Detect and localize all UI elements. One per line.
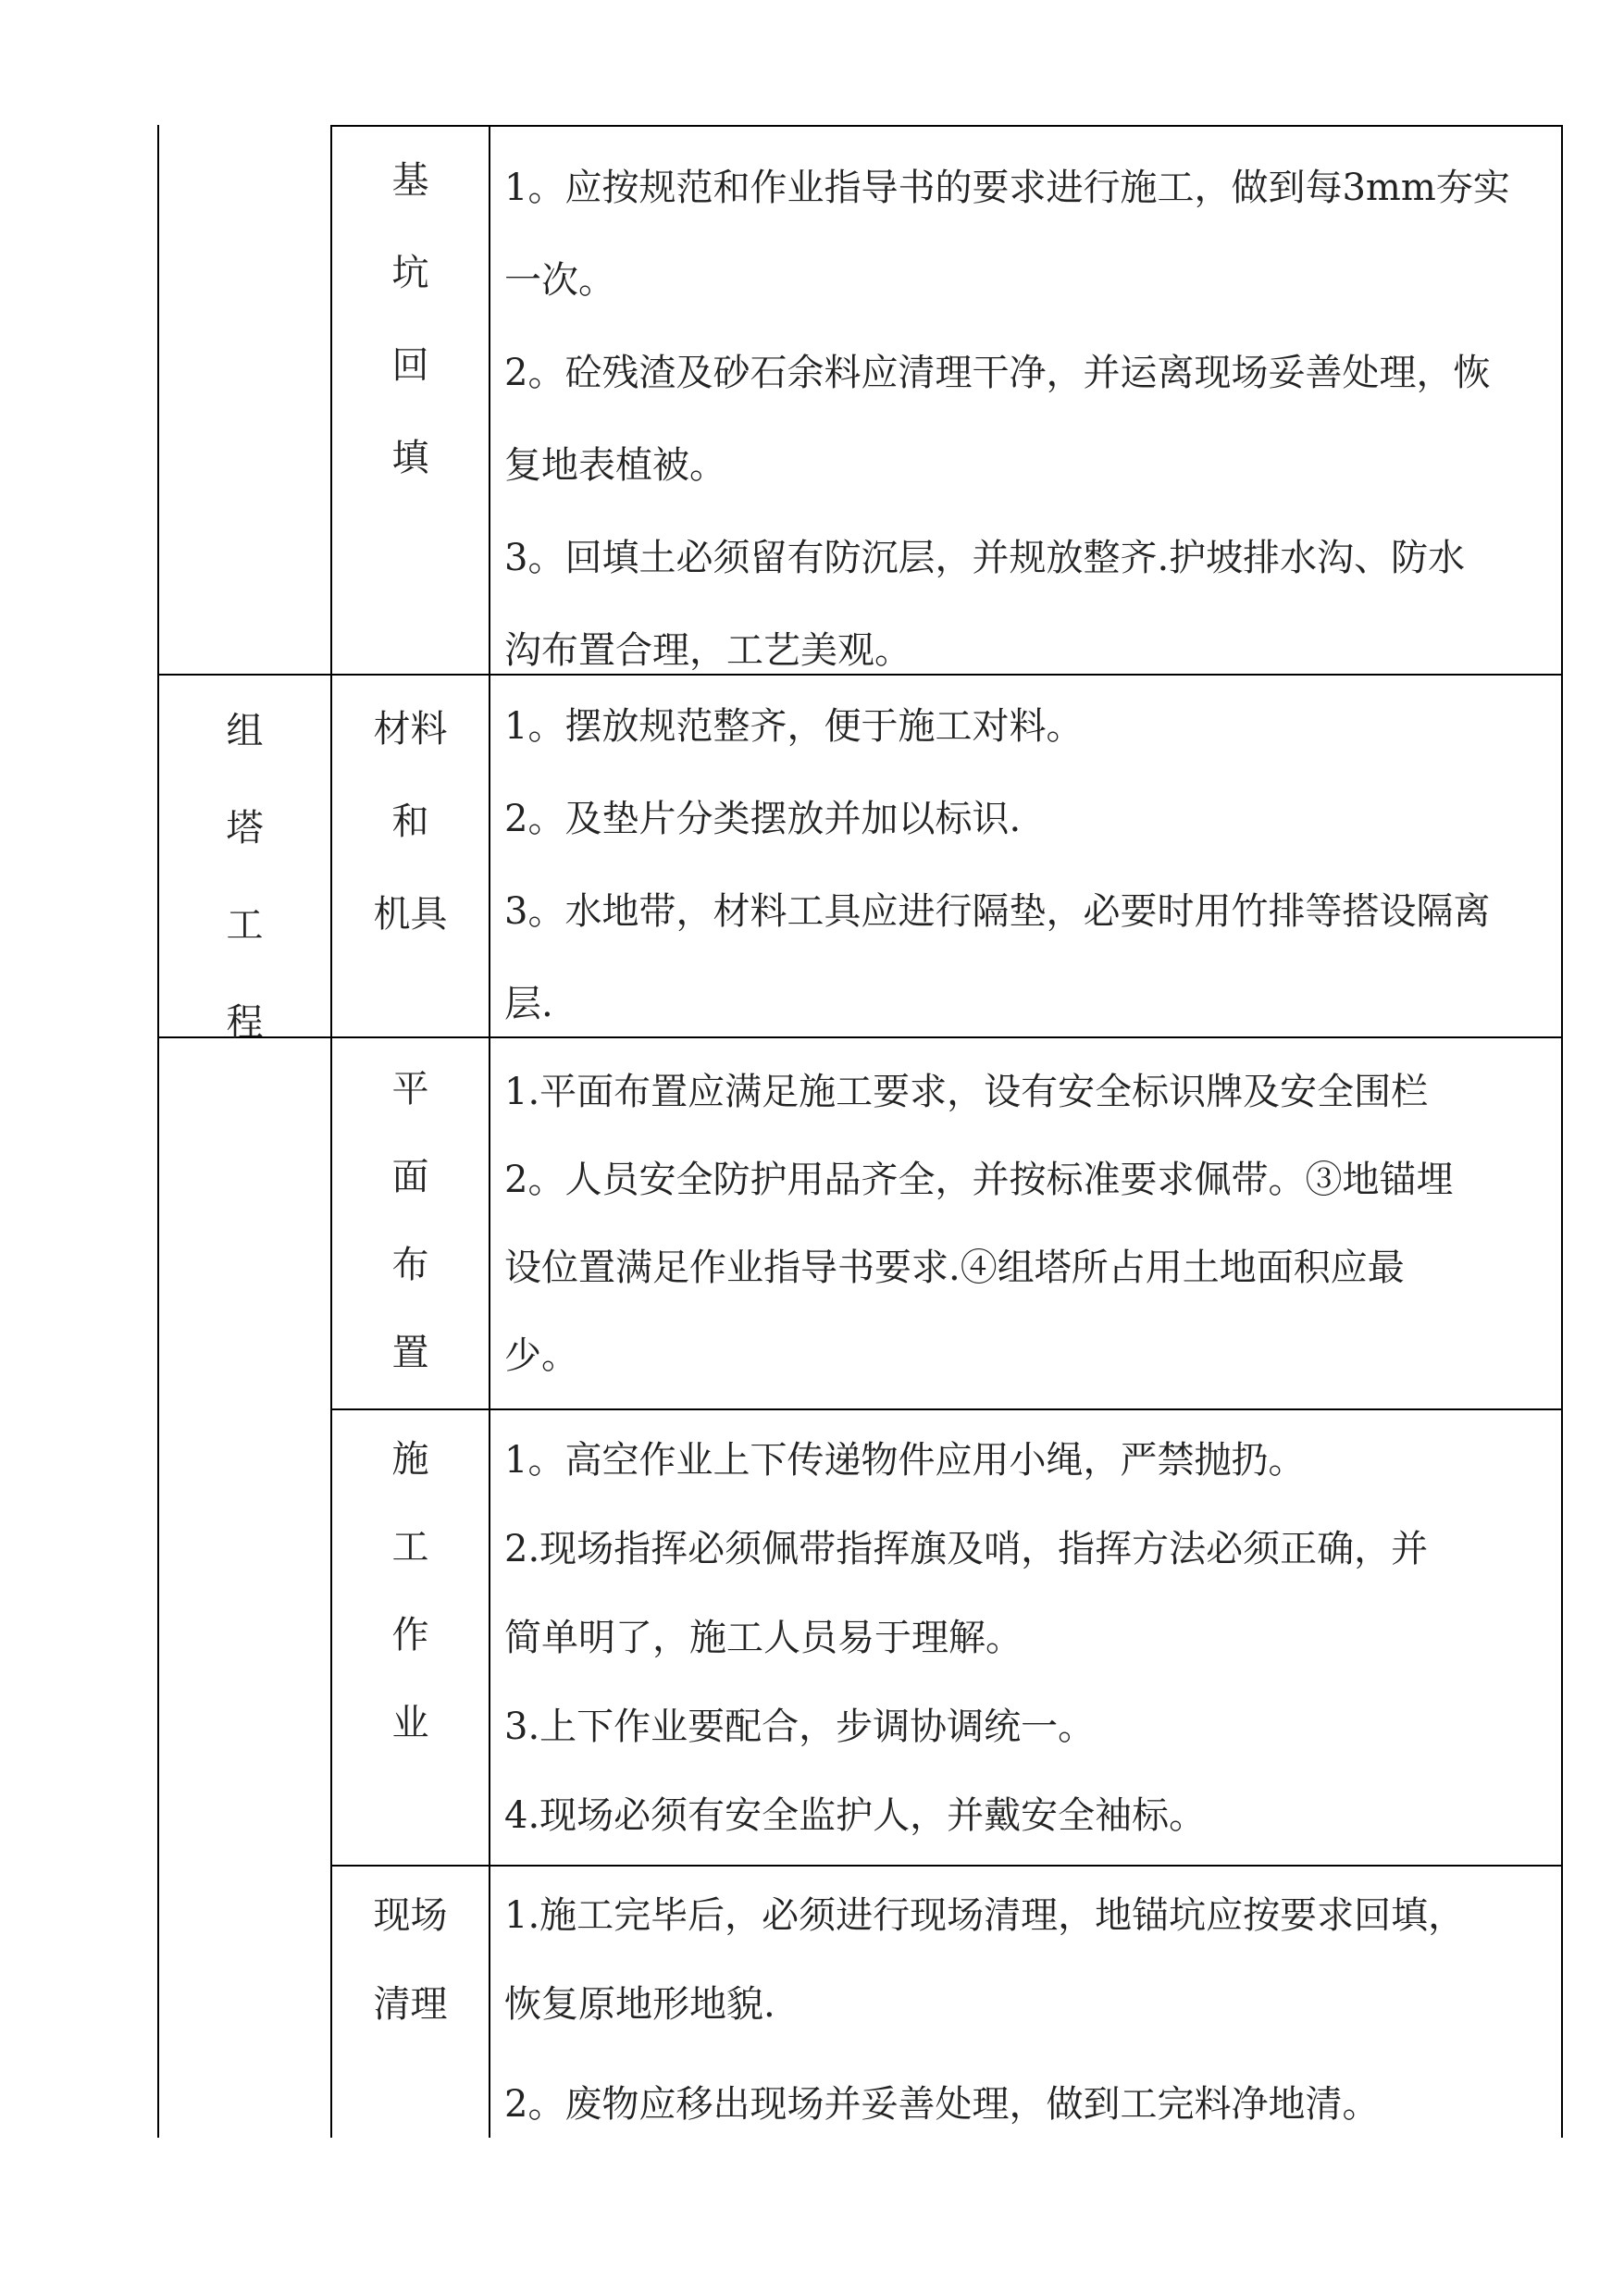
requirement-line: 1.施工完毕后，必须进行现场清理，地锚坑应按要求回填， (504, 1894, 1466, 1937)
requirement-line: 1。高空作业上下传递物件应用小绳，严禁抛扔。 (504, 1439, 1306, 1482)
requirement-line: 1。应按规范和作业指导书的要求进行施工，做到每3mm夯实 (504, 167, 1510, 209)
label-char: 布 (391, 1244, 429, 1286)
table-border-left (157, 125, 159, 2138)
label-char: 坑 (391, 252, 429, 294)
row-divider (330, 1408, 1563, 1410)
sub-category-label (332, 134, 489, 504)
label-char: 机具 (373, 893, 448, 936)
column-divider (489, 125, 490, 2138)
requirement-line: 2。人员安全防护用品齐全，并按标准要求佩带。③地锚埋 (504, 1159, 1454, 1201)
label-char: 程 (226, 1001, 264, 1044)
sub-category-label (332, 683, 489, 961)
requirement-cell (504, 142, 1555, 697)
label-char: 基 (391, 159, 429, 202)
requirement-line: 2.现场指挥必须佩带指挥旗及哨，指挥方法必须正确，并 (504, 1528, 1429, 1570)
requirement-cell (504, 1048, 1555, 1400)
label-char: 业 (391, 1702, 429, 1744)
requirement-line: 3.上下作业要配合，步调协调统一。 (504, 1706, 1096, 1748)
requirement-line: 1.平面布置应满足施工要求，设有安全标识牌及安全围栏 (504, 1071, 1429, 1113)
label-char: 面 (391, 1156, 429, 1198)
label-char: 填 (391, 437, 429, 479)
requirement-line: 4.现场必须有安全监护人，并戴安全袖标。 (504, 1794, 1207, 1837)
sub-category-label (332, 1416, 489, 1768)
requirement-line: 1。摆放规范整齐，便于施工对料。 (504, 705, 1084, 748)
requirement-line: 3。水地带，材料工具应进行隔垫，必要时用竹排等搭设隔离 (504, 890, 1491, 933)
label-char: 和 (391, 800, 429, 843)
requirement-line: 2。砼残渣及砂石余料应清理干净，并运离现场妥善处理，恢 (504, 352, 1491, 394)
category-label (159, 683, 330, 1072)
requirement-line: 沟布置合理，工艺美观。 (504, 629, 911, 672)
label-char: 塔 (226, 807, 264, 850)
requirement-line: 一次。 (504, 259, 615, 302)
requirement-line: 设位置满足作业指导书要求.④组塔所占用土地面积应最 (504, 1247, 1405, 1289)
requirement-line: 2。废物应移出现场并妥善处理，做到工完料净地清。 (504, 2083, 1380, 2126)
requirement-line: 简单明了，施工人员易于理解。 (504, 1617, 1023, 1659)
requirement-line: 少。 (504, 1334, 578, 1377)
table-border-right (1561, 125, 1563, 2138)
label-char: 材料 (373, 708, 448, 751)
requirement-cell (504, 1871, 1555, 2160)
label-char: 施 (391, 1438, 429, 1481)
requirement-line: 复地表植被。 (504, 444, 726, 487)
sub-category-label (332, 1046, 489, 1397)
requirement-cell (504, 1416, 1555, 1860)
requirement-cell (504, 680, 1555, 1050)
label-char: 清理 (373, 1983, 448, 2026)
requirement-line: 恢复原地形地貌. (504, 1983, 775, 2026)
label-char: 置 (391, 1332, 429, 1374)
requirement-line: 3。回填土必须留有防沉层，并规放整齐.护坡排水沟、防水 (504, 537, 1466, 579)
label-char: 平 (391, 1068, 429, 1110)
label-char: 工 (226, 904, 264, 947)
table-border-top (330, 125, 1563, 127)
label-char: 作 (391, 1614, 429, 1656)
label-char: 组 (226, 710, 264, 752)
label-char: 回 (391, 344, 429, 387)
label-char: 工 (391, 1526, 429, 1569)
sub-category-label (332, 1871, 489, 2049)
row-divider (330, 1865, 1563, 1867)
label-char: 现场 (373, 1894, 448, 1937)
requirement-line: 2。及垫片分类摆放并加以标识. (504, 798, 1022, 840)
requirement-line: 层. (504, 983, 553, 1025)
